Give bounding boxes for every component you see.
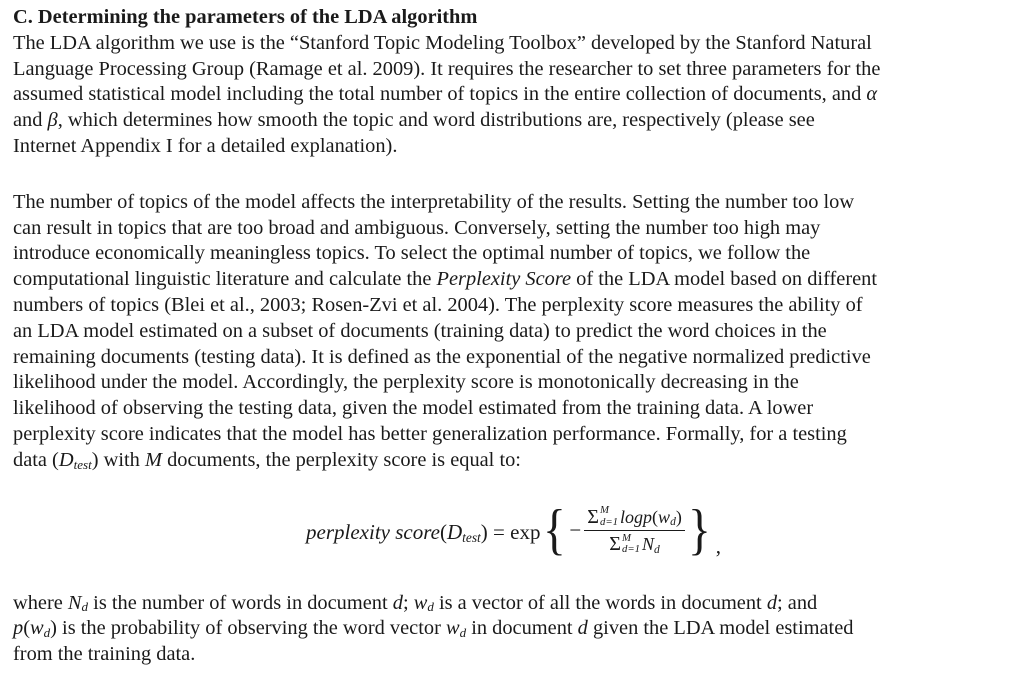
numerator-term: $\log p(w_d)$: [620, 506, 682, 529]
paragraph-perplexity: [13, 190, 1014, 474]
text-line: computational linguistic literature and calculate the Perplexity Score of the LDA model based on different: [13, 268, 878, 291]
text-line: introduce economically meaningless topics. To select the optimal number of topics, we follow the: [13, 242, 811, 265]
text-line: from the training data.: [13, 643, 196, 666]
summation-symbol: [587, 505, 618, 528]
text-line: and β, which determines how smooth the topic and word distributions are, respectively (please see: [13, 109, 815, 132]
text-line: remaining documents (testing data). It is defined as the exponential of the negative normalized predictive: [13, 345, 871, 368]
formula-lhs: perplexity $score(D_{test}) = \exp$: [306, 520, 541, 545]
text-line: data $(D_{test})$ with M documents, the perplexity score is equal to:: [13, 448, 521, 472]
text-line: likelihood under the model. Accordingly, the perplexity score is monotonically decreasing in the: [13, 371, 799, 394]
text-line: Language Processing Group (Ramage et al. 2009). It requires the researcher to set three parameters for the: [13, 57, 881, 80]
summation-upper-limit: M: [599, 504, 609, 517]
formula-fraction: [584, 505, 685, 555]
text-line: The number of topics of the model affects the interpretability of the results. Setting the number too low: [13, 190, 855, 213]
summation-symbol: [609, 533, 640, 556]
text-line: can result in topics that are too broad and ambiguous. Conversely, setting the number too high may: [13, 216, 821, 239]
perplexity-score-formula: [13, 498, 1014, 562]
formula-close-brace: }: [687, 498, 711, 561]
summation-upper-limit: M: [621, 532, 631, 545]
formula-open-brace: {: [543, 498, 567, 561]
summation-limits: [600, 505, 618, 528]
formula-numerator: [584, 505, 685, 531]
denominator-term: $N_d$: [642, 534, 660, 556]
formula-trailing-comma: ,: [715, 534, 721, 559]
formula-denominator: [609, 531, 660, 556]
text-line: $p(w_d)$ is the probability of observing the word vector $w_d$ in document d given the LDA model estimated: [13, 617, 854, 641]
summation-lower-limit: d=1: [621, 543, 641, 556]
text-line: Internet Appendix I for a detailed explanation).: [13, 134, 398, 157]
summation-lower-limit: d=1: [599, 515, 619, 528]
sigma-glyph: Σ: [587, 505, 599, 528]
text-line: The LDA algorithm we use is the “Stanford Topic Modeling Toolbox” developed by the Stanford Natural: [13, 31, 872, 54]
text-line: where $N_d$ is the number of words in document d; $w_d$ is a vector of all the words in document d; and: [13, 591, 818, 615]
paragraph-definitions: [13, 591, 1014, 668]
text-line: perplexity score indicates that the model has better generalization performance. Formally, for a testing: [13, 422, 847, 445]
formula-minus-sign: −: [569, 518, 582, 543]
summation-limits: [622, 533, 640, 556]
section-heading: C. Determining the parameters of the LDA algorithm: [13, 6, 478, 28]
text-line: numbers of topics (Blei et al., 2003; Rosen-Zvi et al. 2004). The perplexity score measures the ability of: [13, 293, 863, 316]
text-line: likelihood of observing the testing data, given the model estimated from the training data. A lower: [13, 397, 814, 420]
text-line: an LDA model estimated on a subset of documents (training data) to predict the word choices in the: [13, 319, 827, 342]
text-line: assumed statistical model including the total number of topics in the entire collection of documents, and α: [13, 83, 878, 106]
paragraph-lda-toolbox: [13, 31, 1014, 160]
sigma-glyph: Σ: [609, 533, 621, 556]
